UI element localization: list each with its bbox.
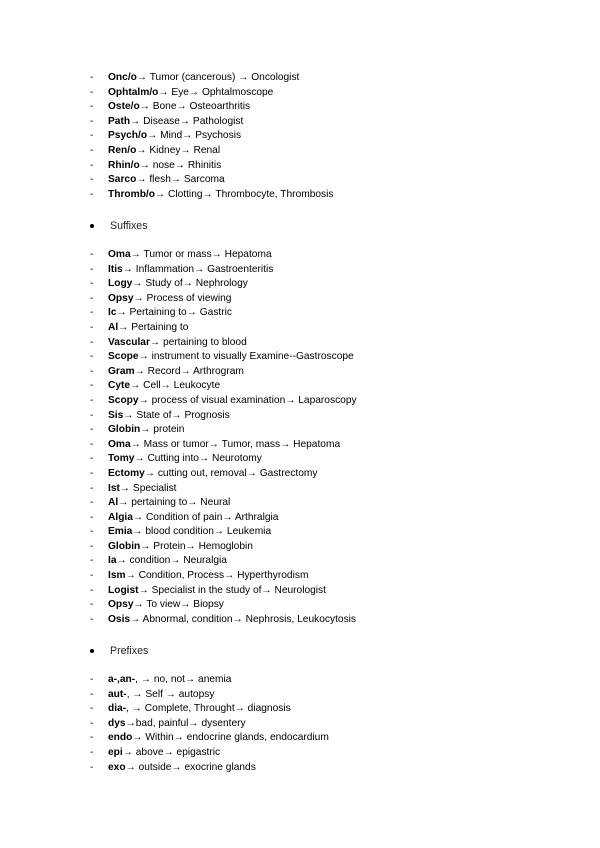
term: Ist [108,482,120,494]
list-item [90,702,329,717]
term: Tomy [108,453,135,465]
definition: → Condition, Process→ Hyperthyrodism [125,570,309,582]
dash-marker: - [90,115,94,127]
bullet-icon [90,224,94,228]
list-item [90,482,357,497]
dash-marker: - [90,482,94,494]
term: Globin [108,424,141,436]
term: exo [108,761,126,773]
dash-marker: - [90,438,94,450]
definition: → blood condition→ Leukemia [132,526,272,538]
term: Vascular [108,336,150,348]
dash-marker: - [90,263,94,275]
list-item [90,292,357,307]
definition: → pertaining to blood [149,336,247,348]
term: Gram [108,365,135,377]
list-item [90,379,357,394]
definition: → Study of→ Nephrology [132,278,248,290]
prefixes-heading-text: Prefixes [110,645,149,657]
term: Cyte [108,380,131,392]
dash-marker: - [90,703,94,715]
dash-marker: - [90,188,94,200]
term: Al [108,497,119,509]
list-item [90,144,334,159]
definition: → To view→ Biopsy [133,599,224,611]
dash-marker: - [90,424,94,436]
dash-marker: - [90,540,94,552]
term: dia- [108,703,127,715]
bullet-icon [90,649,94,653]
list-item [90,554,357,569]
term: Logy [108,278,133,290]
dash-marker: - [90,409,94,421]
list-item [90,263,357,278]
definition: → Mass or tumor→ Tumor, mass→ Hepatoma [130,438,341,450]
dash-marker: - [90,599,94,611]
dash-marker: - [90,365,94,377]
definition: → Disease→ Pathologist [130,115,244,127]
definition: , → Complete, Throught→ diagnosis [126,703,291,715]
term: Osis [108,613,131,625]
suffixes-list [90,248,357,627]
dash-marker: - [90,717,94,729]
list-item [90,452,357,467]
term: Sis [108,409,124,421]
term: Ism [108,570,126,582]
term: Scope [108,351,139,363]
list-item [90,467,357,482]
term: Oma [108,438,131,450]
roots-list [90,71,334,202]
dash-marker: - [90,159,94,171]
term: Ren/o [108,144,137,156]
definition: → Condition of pain→ Arthralgia [132,511,279,523]
definition: → Pertaining to→ Gastric [116,307,232,319]
list-item [90,423,357,438]
definition: → State of→ Prognosis [123,409,230,421]
list-item [90,409,357,424]
list-item [90,598,357,613]
term: Ic [108,307,117,319]
term: Scopy [108,394,139,406]
term: Onc/o [108,72,137,83]
term: Logist [108,584,139,596]
list-item [90,613,357,628]
definition: → nose→ Rhinitis [139,159,222,171]
dash-marker: - [90,380,94,392]
list-item [90,746,329,761]
term: a-,an- [108,674,136,685]
list-item [90,277,357,292]
term: dys [108,717,126,729]
list-item [90,100,334,115]
term: Algia [108,511,133,523]
definition: → Cutting into→ Neurotomy [134,453,262,465]
dash-marker: - [90,351,94,363]
dash-marker: - [90,249,94,260]
term: Ophtalm/o [108,86,159,98]
dash-marker: - [90,336,94,348]
definition: → Mind→ Psychosis [147,130,242,142]
definition: → Specialist [119,482,177,494]
dash-marker: - [90,292,94,304]
dash-marker: - [90,144,94,156]
definition: →bad, painful→ dysentery [125,717,246,729]
list-item [90,540,357,555]
dash-marker: - [90,101,94,113]
term: Opsy [108,599,134,611]
definition: → Process of viewing [133,292,232,304]
definition: → Kidney→ Renal [136,144,221,156]
term: Al [108,321,119,333]
prefixes-heading [90,643,148,659]
term: epi [108,746,123,758]
term: Thromb/o [108,188,155,200]
suffixes-heading-text: Suffixes [110,220,148,232]
dash-marker: - [90,497,94,509]
list-item [90,350,357,365]
term: endo [108,732,133,744]
list-item [90,569,357,584]
list-item [90,86,334,101]
term: Rhin/o [108,159,140,171]
dash-marker: - [90,732,94,744]
dash-marker: - [90,761,94,773]
definition: → Eye→ Ophtalmoscope [158,86,274,98]
dash-marker: - [90,394,94,406]
list-item [90,173,334,188]
definition: → Protein→ Hemoglobin [140,540,253,552]
definition: → Specialist in the study of→ Neurologist [138,584,326,596]
dash-marker: - [90,584,94,596]
list-item [90,159,334,174]
dash-marker: - [90,174,94,186]
list-item [90,761,329,776]
list-item [90,731,329,746]
dash-marker: - [90,674,94,685]
list-item [90,717,329,732]
definition: → Record→ Arthrogram [134,365,244,377]
dash-marker: - [90,570,94,582]
definition: , → no, not→ anemia [135,674,232,685]
term: Oma [108,249,131,260]
definition: → Tumor or mass→ Hepatoma [130,249,272,260]
definition: → Abnormal, condition→ Nephrosis, Leukocytosis [130,613,357,625]
dash-marker: - [90,746,94,758]
prefixes-list [90,673,329,775]
dash-marker: - [90,278,94,290]
list-item [90,248,357,263]
term: Path [108,115,131,127]
list-item [90,188,334,203]
definition: → condition→ Neuralgia [116,555,227,567]
definition: → Inflammation→ Gastroenteritis [122,263,274,275]
list-item [90,496,357,511]
term: Psych/o [108,130,148,142]
dash-marker: - [90,130,94,142]
list-item [90,115,334,130]
suffixes-heading [90,218,148,234]
list-item [90,321,357,336]
list-item [90,71,334,86]
definition: → flesh→ Sarcoma [136,174,225,186]
definition: → outside→ exocrine glands [125,761,256,773]
term: Itis [108,263,123,275]
dash-marker: - [90,555,94,567]
term: Ia [108,555,117,567]
term: Oste/o [108,101,140,113]
definition: → instrument to visually Examine--Gastroscope [138,351,354,363]
list-item [90,673,329,688]
list-item [90,306,357,321]
dash-marker: - [90,613,94,625]
list-item [90,336,357,351]
list-item [90,688,329,703]
list-item [90,129,334,144]
definition: → Cell→ Leukocyte [130,380,221,392]
dash-marker: - [90,526,94,538]
definition: , → Self → autopsy [126,688,215,700]
dash-marker: - [90,307,94,319]
dash-marker: - [90,86,94,98]
definition: → Within→ endocrine glands, endocardium [132,732,329,744]
dash-marker: - [90,72,94,83]
dash-marker: - [90,467,94,479]
definition: → Tumor (cancerous) → Oncologist [136,72,300,83]
term: Globin [108,540,141,552]
dash-marker: - [90,321,94,333]
dash-marker: - [90,453,94,465]
list-item [90,525,357,540]
definition: → Bone→ Osteoarthritis [139,101,251,113]
definition: → cutting out, removal→ Gastrectomy [144,467,318,479]
term: Sarco [108,174,137,186]
definition: → Clotting→ Thrombocyte, Thrombosis [154,188,334,200]
dash-marker: - [90,688,94,700]
list-item [90,584,357,599]
list-item [90,438,357,453]
list-item [90,394,357,409]
definition: → pertaining to→ Neural [118,497,231,509]
dash-marker: - [90,511,94,523]
definition: → protein [140,424,185,436]
term: Ectomy [108,467,145,479]
list-item [90,511,357,526]
definition: → Pertaining to [118,321,189,333]
term: Opsy [108,292,134,304]
list-item [90,365,357,380]
term: Emia [108,526,133,538]
definition: → above→ epigastric [122,746,221,758]
definition: → process of visual examination→ Laparoscopy [138,394,357,406]
term: aut- [108,688,127,700]
